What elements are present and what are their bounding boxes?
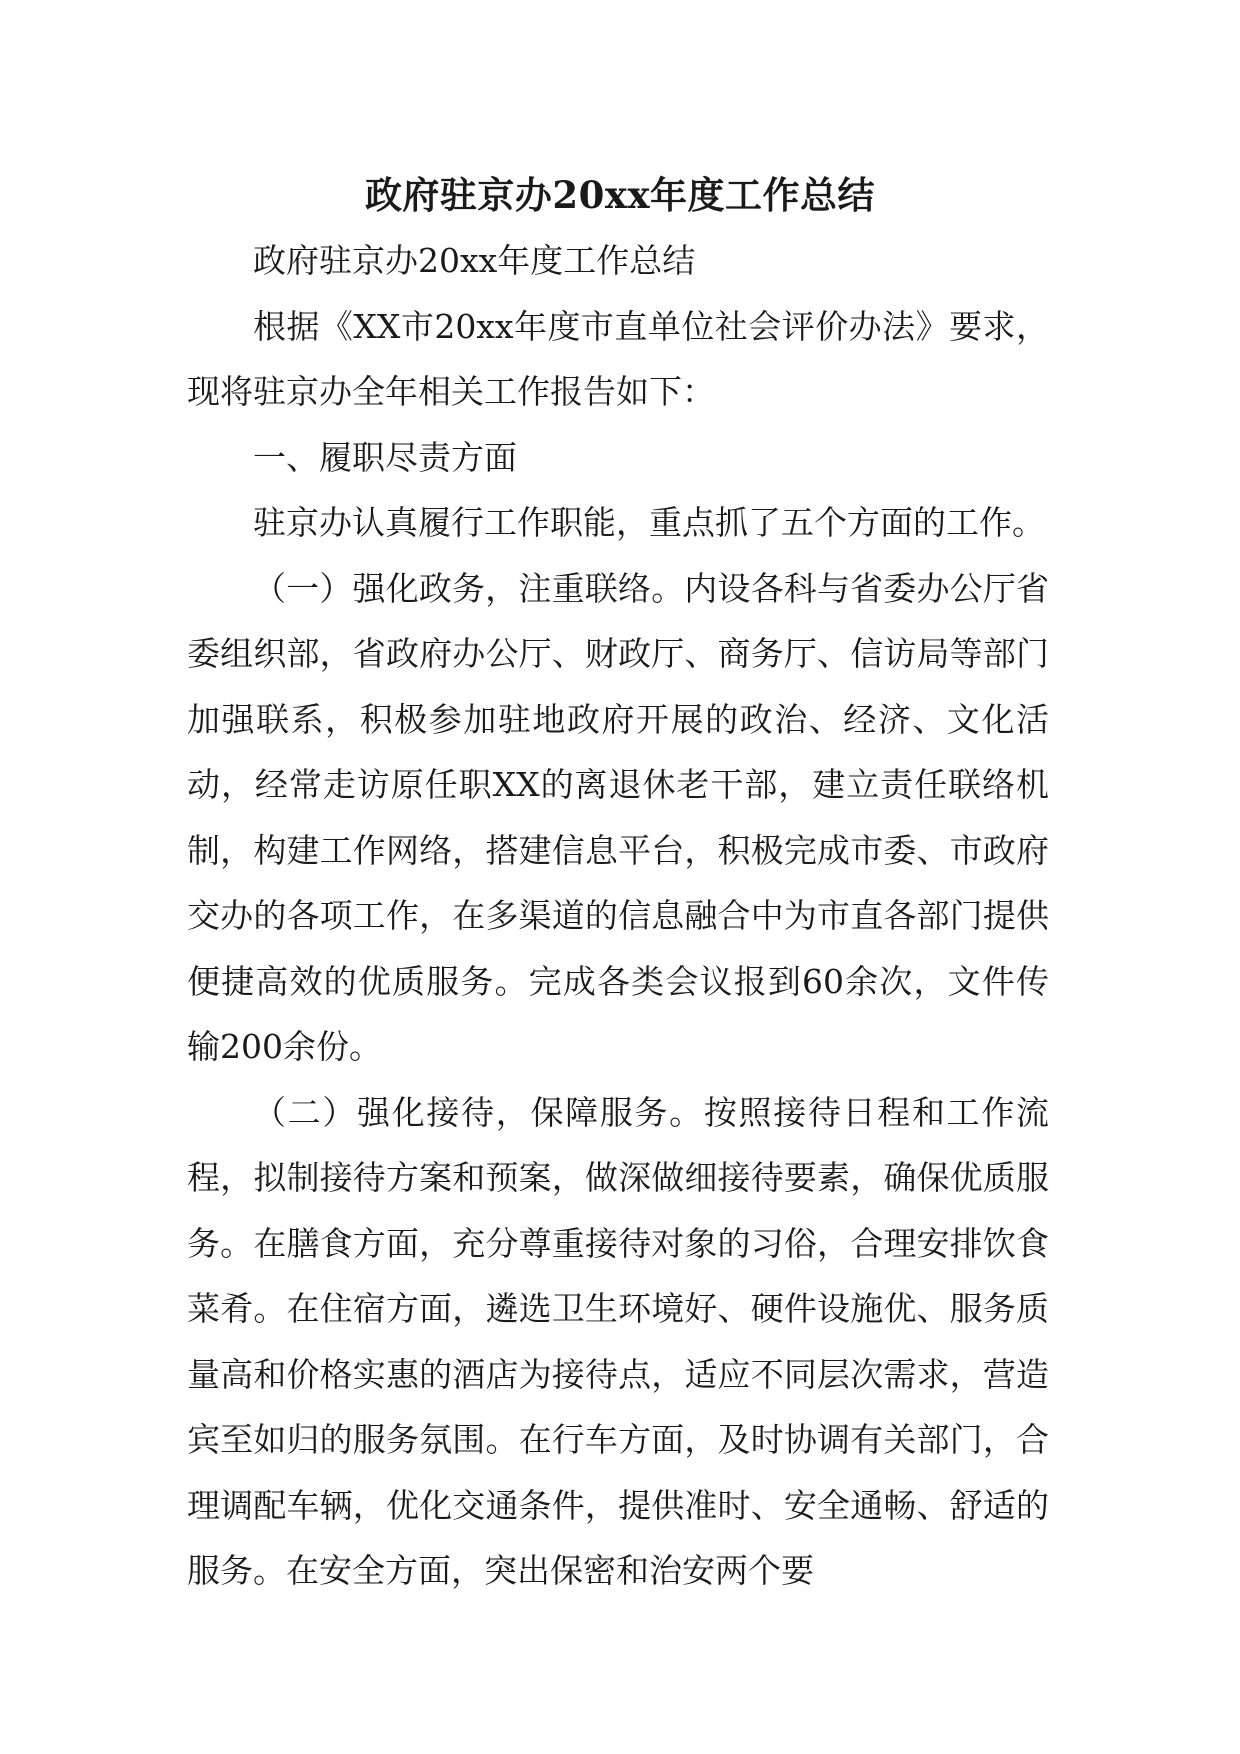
paragraph-item-1: （一）强化政务，注重联络。内设各科与省委办公厅省委组织部，省政府办公厅、财政厅、商务厅、信访局等部门加强联系，积极参加驻地政府开展的政治、经济、文化活动，经常走访原任职XX的离退休老干部，建立责任联络机制，构建工作网络，搭建信息平台，积极完成市委、市政府交办的各项工作，在多渠道的信息融合中为市直各部门提供便捷高效的优质服务。完成各类会议报到60余次，文件传输200余份。 (187, 568, 1049, 1066)
paragraph-overview: 驻京办认真履行工作职能，重点抓了五个方面的工作。 (253, 503, 1045, 542)
document-title: 政府驻京办20xx年度工作总结 (364, 173, 876, 217)
document-body (187, 228, 1049, 1604)
paragraph-subtitle: 政府驻京办20xx年度工作总结 (253, 241, 696, 280)
section-heading: 一、履职尽责方面 (253, 437, 517, 477)
paragraph-item-2: （二）强化接待，保障服务。按照接待日程和工作流程，拟制接待方案和预案，做深做细接待要素，确保优质服务。在膳食方面，充分尊重接待对象的习俗，合理安排饮食菜肴。在住宿方面，遴选卫生环境好、硬件设施优、服务质量高和价格实惠的酒店为接待点，适应不同层次需求，营造宾至如归的服务氛围。在行车方面，及时协调有关部门，合理调配车辆，优化交通条件，提供准时、安全通畅、舒适的服务。在安全方面，突出保密和治安两个要 (187, 1092, 1049, 1590)
paragraph-intro: 根据《XX市20xx年度市直单位社会评价办法》要求，现将驻京办全年相关工作报告如下： (187, 306, 1049, 411)
